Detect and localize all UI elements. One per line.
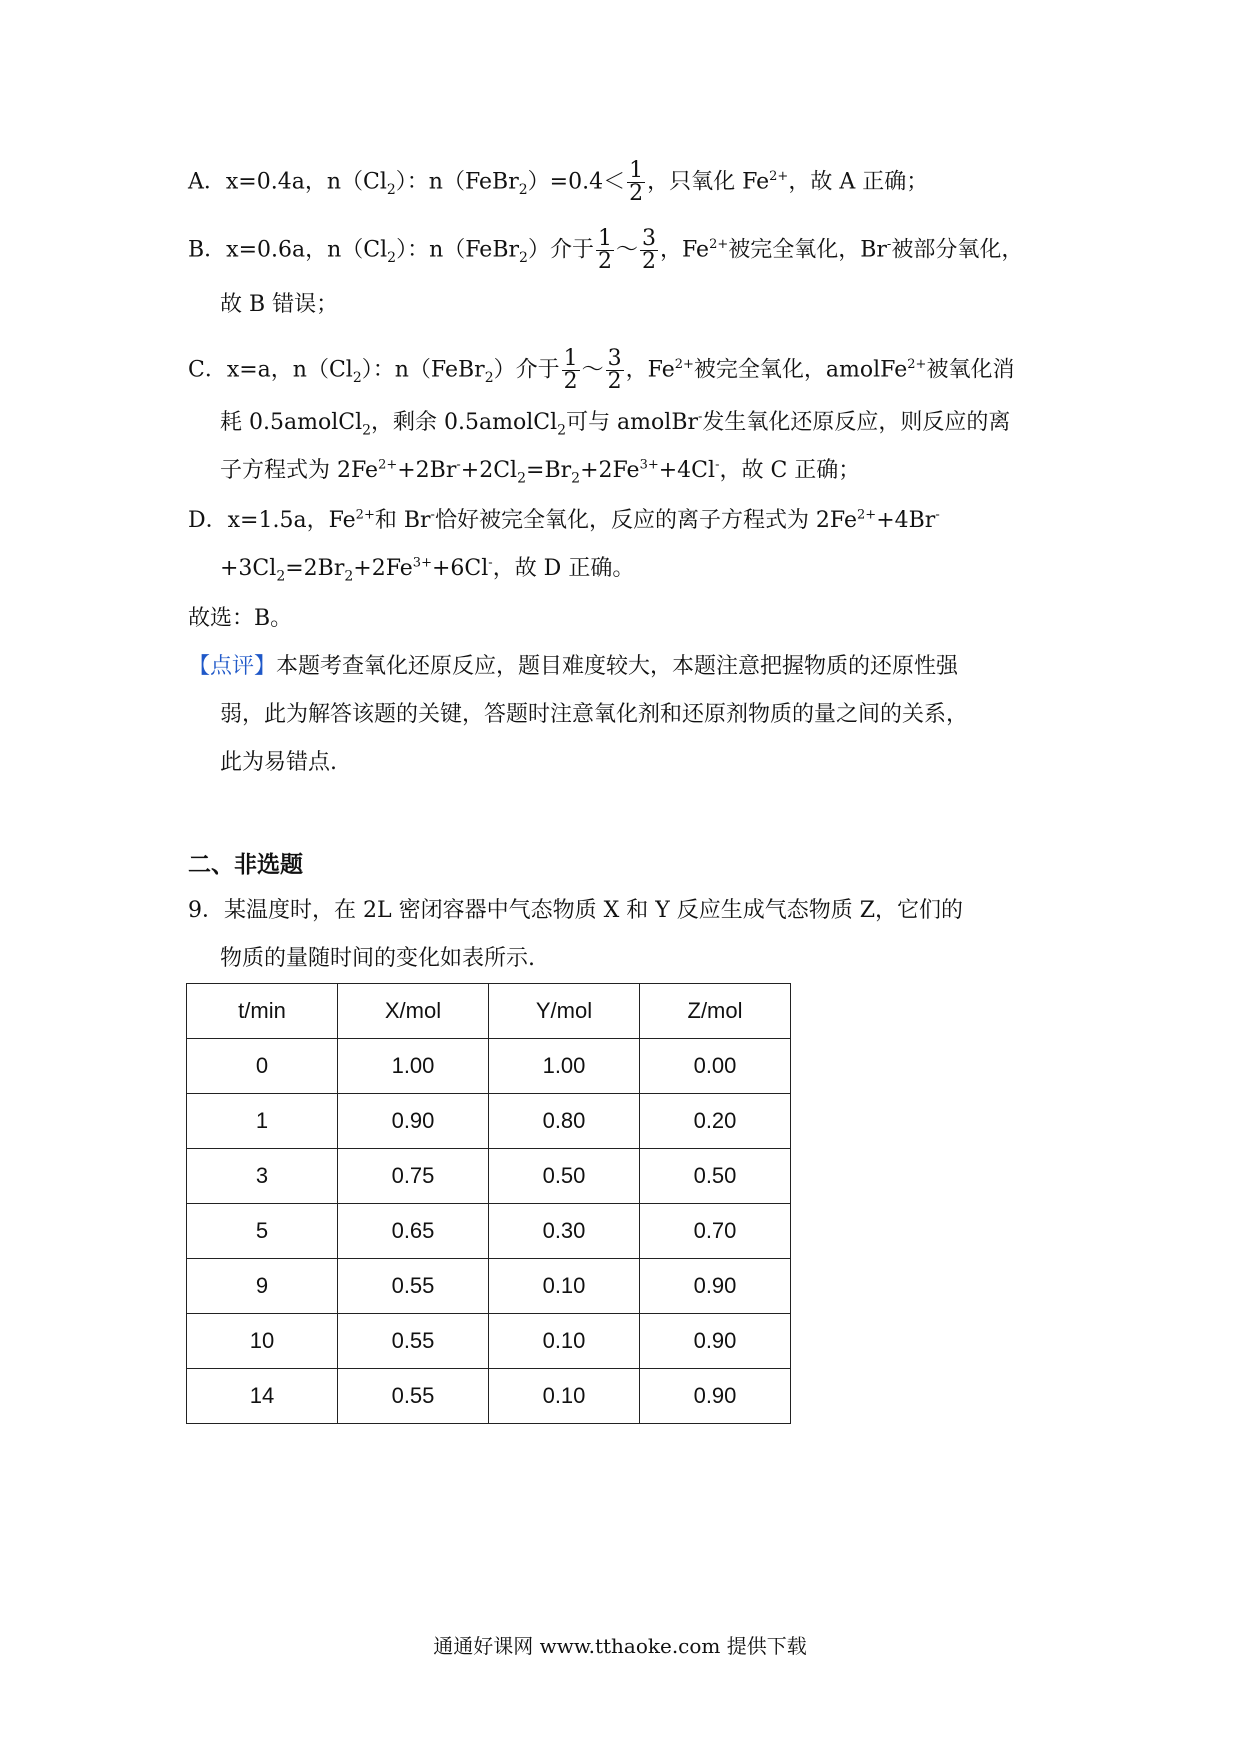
- text: 子方程式为 2Fe: [220, 458, 379, 483]
- text: =2Br: [285, 556, 345, 581]
- text: 恰好被完全氧化，反应的离子方程式为 2Fe: [434, 508, 858, 533]
- subscript: 2: [386, 181, 396, 198]
- table-cell: 10: [187, 1314, 338, 1369]
- text: ）=0.4＜: [527, 169, 626, 195]
- superscript: 3+: [412, 555, 432, 571]
- table-cell: 0.10: [489, 1259, 640, 1314]
- denominator: 2: [597, 249, 612, 274]
- option-c-line2: [220, 408, 1010, 438]
- table-cell: 0.20: [640, 1094, 791, 1149]
- text: ）：n（FeBr: [395, 169, 519, 195]
- superscript: 2+: [378, 457, 398, 473]
- table-cell: 0: [187, 1039, 338, 1094]
- superscript: -: [935, 507, 940, 523]
- text: ）介于: [493, 357, 560, 383]
- text: ）：n（FeBr: [396, 237, 520, 263]
- question-9-line1: 9．某温度时，在 2L 密闭容器中气态物质 X 和 Y 反应生成气态物质 Z，它们的: [188, 898, 964, 923]
- superscript: -: [488, 555, 493, 571]
- superscript: 2+: [769, 169, 789, 185]
- table-cell: 0.90: [640, 1369, 791, 1424]
- subscript: 2: [571, 470, 581, 487]
- text: C．x=a，n（Cl: [188, 357, 353, 383]
- text: 被完全氧化，Br: [728, 237, 887, 263]
- text: ）：n（FeBr: [361, 357, 485, 383]
- numerator: 1: [563, 346, 578, 371]
- comment-text: 本题考查氧化还原反应，题目难度较大，本题注意把握物质的还原性强: [276, 654, 959, 679]
- table-cell: 1.00: [338, 1039, 489, 1094]
- text: ～: [615, 237, 638, 263]
- column-header: Z/mol: [640, 984, 791, 1039]
- table-cell: 0.65: [338, 1204, 489, 1259]
- text: +2Br: [397, 458, 457, 483]
- superscript: -: [430, 507, 435, 523]
- text: ～: [581, 357, 604, 383]
- denominator: 2: [629, 181, 644, 206]
- option-c: [188, 348, 1014, 393]
- fraction: [562, 348, 580, 393]
- table-cell: 0.90: [640, 1259, 791, 1314]
- text: 被完全氧化，amolFe: [693, 357, 908, 383]
- table-cell: 0.70: [640, 1204, 791, 1259]
- text: 可与 amolBr: [566, 410, 698, 435]
- table-cell: 0.10: [489, 1314, 640, 1369]
- comment-tag: 【点评】: [188, 654, 277, 679]
- table-cell: 0.00: [640, 1039, 791, 1094]
- option-c-line3: [220, 456, 860, 486]
- subscript: 2: [362, 422, 372, 439]
- table-cell: 0.90: [338, 1094, 489, 1149]
- text: 和 Br: [374, 508, 431, 533]
- fraction: [606, 348, 624, 393]
- superscript: 2+: [857, 507, 877, 523]
- superscript: 3+: [639, 457, 659, 473]
- superscript: -: [715, 457, 720, 473]
- text: 被部分氧化，: [891, 237, 1024, 263]
- table-cell: 0.55: [338, 1259, 489, 1314]
- table-cell: 0.75: [338, 1149, 489, 1204]
- text: ，Fe: [659, 237, 710, 263]
- table-cell: 1: [187, 1094, 338, 1149]
- numerator: 3: [641, 226, 656, 251]
- text: ，只氧化 Fe: [647, 169, 770, 195]
- text: ，剩余 0.5amolCl: [371, 410, 558, 435]
- superscript: 2+: [674, 357, 694, 373]
- fraction: [627, 160, 645, 205]
- table-header-row: [187, 984, 791, 1039]
- table-row: [187, 1314, 791, 1369]
- subscript: 2: [484, 369, 494, 386]
- numerator: 3: [607, 346, 622, 371]
- text: 被氧化消: [926, 357, 1015, 383]
- subscript: 2: [352, 369, 362, 386]
- table-row: [187, 1094, 791, 1149]
- subscript: 2: [387, 249, 397, 266]
- subscript: 2: [517, 470, 527, 487]
- text: ，故 A 正确；: [788, 169, 929, 195]
- page-footer: 通通好课网 www.tthaoke.com 提供下载: [433, 1634, 807, 1658]
- option-b: [188, 228, 1023, 273]
- text: +2Cl: [460, 458, 518, 483]
- superscript: 2+: [907, 357, 927, 373]
- text: 耗 0.5amolCl: [220, 410, 363, 435]
- fraction: [596, 228, 614, 273]
- subscript: 2: [557, 422, 567, 439]
- table-cell: 9: [187, 1259, 338, 1314]
- option-d-line2: [220, 554, 634, 584]
- table-cell: 14: [187, 1369, 338, 1424]
- superscript: 2+: [355, 507, 375, 523]
- text: ，Fe: [625, 357, 675, 383]
- option-a: [188, 160, 928, 205]
- table-row: [187, 1369, 791, 1424]
- comment-line2: 弱，此为解答该题的关键，答题时注意氧化剂和还原剂物质的量之间的关系，: [220, 702, 969, 727]
- text: +6Cl: [431, 556, 489, 581]
- denominator: 2: [641, 249, 656, 274]
- text: B．x=0.6a，n（Cl: [188, 237, 388, 263]
- text: +2Fe: [580, 458, 640, 483]
- table-cell: 0.50: [489, 1149, 640, 1204]
- table-cell: 0.55: [338, 1369, 489, 1424]
- table-cell: 5: [187, 1204, 338, 1259]
- denominator: 2: [607, 369, 622, 394]
- text: +3Cl: [220, 556, 277, 581]
- text: A．x=0.4a，n（Cl: [188, 169, 387, 195]
- table-row: [187, 1204, 791, 1259]
- text: +4Br: [876, 508, 936, 533]
- table-row: [187, 1149, 791, 1204]
- denominator: 2: [563, 369, 578, 394]
- superscript: -: [698, 409, 703, 425]
- text: +4Cl: [658, 458, 716, 483]
- text: ，故 D 正确。: [492, 556, 635, 581]
- numerator: 1: [597, 226, 612, 251]
- superscript: 2+: [709, 237, 729, 253]
- subscript: 2: [344, 568, 354, 585]
- option-d: [188, 506, 940, 536]
- comment-line1: [188, 652, 958, 682]
- fraction: [640, 228, 658, 273]
- data-table: [186, 983, 791, 1424]
- table-cell: 0.30: [489, 1204, 640, 1259]
- table-row: [187, 1259, 791, 1314]
- subscript: 2: [519, 249, 528, 266]
- table-cell: 0.90: [640, 1314, 791, 1369]
- table-cell: 0.80: [489, 1094, 640, 1149]
- numerator: 1: [629, 158, 644, 183]
- table-cell: 0.10: [489, 1369, 640, 1424]
- text: =Br: [526, 458, 572, 483]
- subscript: 2: [518, 181, 528, 198]
- subscript: 2: [276, 568, 286, 585]
- section-heading: 二、非选题: [188, 852, 303, 878]
- comment-line3: 此为易错点.: [220, 750, 337, 775]
- table-cell: 3: [187, 1149, 338, 1204]
- superscript: -: [456, 457, 461, 473]
- column-header: t/min: [187, 984, 338, 1039]
- question-9-line2: 物质的量随时间的变化如表所示.: [220, 946, 535, 971]
- column-header: Y/mol: [489, 984, 640, 1039]
- text: D．x=1.5a，Fe: [188, 508, 356, 533]
- text: +2Fe: [353, 556, 413, 581]
- table-cell: 1.00: [489, 1039, 640, 1094]
- option-b-line2: 故 B 错误；: [220, 292, 339, 317]
- table-cell: 0.50: [640, 1149, 791, 1204]
- superscript: -: [886, 237, 892, 253]
- table-cell: 0.55: [338, 1314, 489, 1369]
- text: ）介于: [527, 237, 594, 263]
- column-header: X/mol: [338, 984, 489, 1039]
- answer-line: 故选：B。: [188, 606, 293, 631]
- table-row: [187, 1039, 791, 1094]
- text: 发生氧化还原反应，则反应的离: [702, 410, 1011, 435]
- text: ，故 C 正确；: [719, 458, 861, 483]
